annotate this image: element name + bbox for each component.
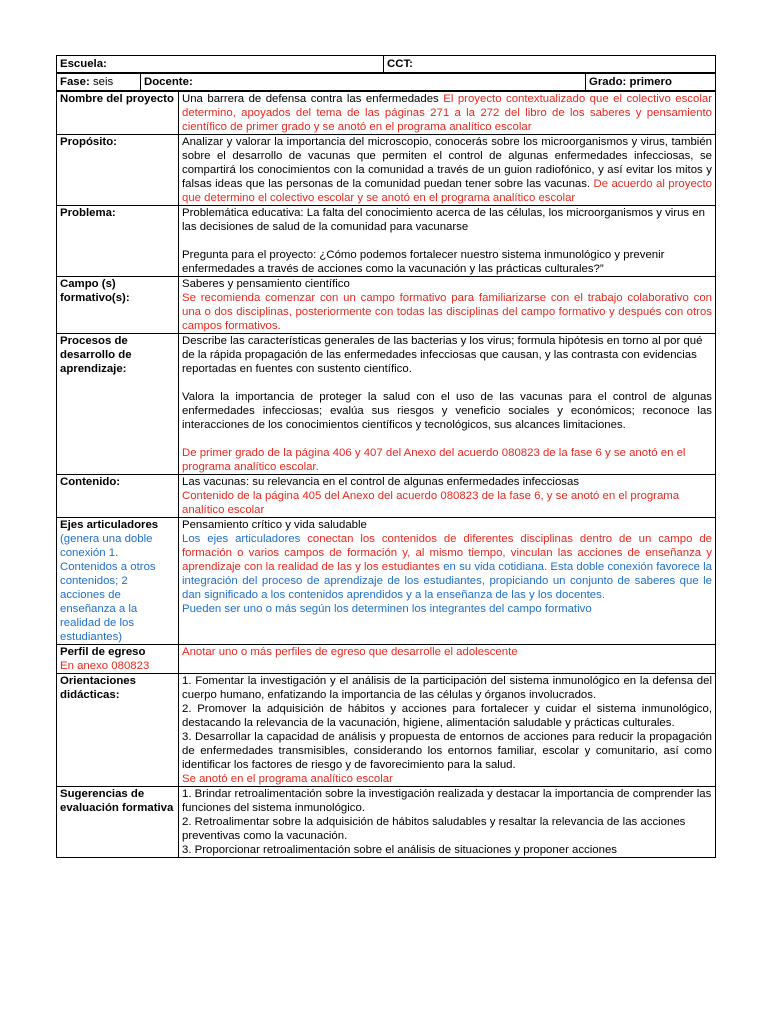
nombre-note: El proyecto contextualizado que el colectivo escolar determino, apoyados del tema de las páginas 271 a la 272 del libro de los saberes y pensamiento científico de primer grado y se anotó en el programa analítico escolar bbox=[182, 93, 712, 133]
contenido-text: Las vacunas: su relevancia en el control de algunas enfermedades infecciosas bbox=[182, 476, 580, 488]
contenido-cell bbox=[179, 475, 716, 518]
nombre-cell bbox=[179, 92, 716, 135]
row-sugerencias bbox=[57, 787, 716, 858]
procesos-note: De primer grado de la página 406 y 407 del Anexo del acuerdo 080823 de la fase 6 y se anotó en el programa analítico escolar. bbox=[182, 447, 686, 473]
orientaciones-item-1: 1. Fomentar la investigación y el análisis de la participación del sistema inmunológico en la defensa del cuerpo humano, enfatizando la importancia de las células y órganos involucrados. bbox=[182, 675, 712, 701]
ejes-label: Ejes articuladores bbox=[60, 519, 159, 531]
sugerencias-cell bbox=[179, 787, 716, 858]
sugerencias-item-3: 3. Proporcionar retroalimentación sobre el análisis de situaciones y proponer acciones bbox=[182, 844, 617, 856]
sugerencias-item-1: 1. Brindar retroalimentación sobre la investigación realizada y destacar la importancia de comprender las funciones del sistema inmunológico. bbox=[182, 788, 712, 814]
row-proposito bbox=[57, 135, 716, 206]
cct-cell bbox=[384, 56, 716, 73]
escuela-label: Escuela: bbox=[60, 58, 107, 70]
fase-cell bbox=[57, 74, 141, 91]
ejes-d1: Los ejes articuladores bbox=[182, 533, 308, 545]
sugerencias-label: Sugerencias de evaluación formativa bbox=[57, 787, 179, 858]
orientaciones-item-2: 2. Promover la adquisición de hábitos y acciones para fortalecer y cuidar el sistema inmunológico, destacando la relevancia de la vacunación, higiene, alimentación saludable y prácticas culturales. bbox=[182, 703, 712, 729]
perfil-label-note: En anexo 080823 bbox=[60, 660, 150, 672]
orientaciones-item-3: 3. Desarrollar la capacidad de análisis y propuesta de entornos de acciones para reducir la propagación de enfermedades transmisibles, considerando los entornos familiar, escolar y comunitario, así como identificar los factores de riesgo y de favorecimiento para la salud. bbox=[182, 731, 712, 771]
ejes-text: Pensamiento crítico y vida saludable bbox=[182, 519, 367, 531]
docente-label: Docente: bbox=[144, 76, 193, 88]
procesos-p1: Describe las características generales de las bacterias y los virus; formula hipótesis en torno al por qué de la rápida propagación de las enfermedades infecciosas que causan, y las contrasta con evidencias reportadas en fuentes con sustento científico. bbox=[182, 335, 703, 375]
problema-cell bbox=[179, 206, 716, 277]
fase-value: seis bbox=[92, 76, 114, 88]
orientaciones-cell bbox=[179, 674, 716, 787]
grado-label: Grado: primero bbox=[589, 76, 672, 88]
procesos-cell bbox=[179, 334, 716, 475]
procesos-label: Procesos de desarrollo de aprendizaje: bbox=[57, 334, 179, 475]
ejes-cell bbox=[179, 518, 716, 645]
row-problema bbox=[57, 206, 716, 277]
row-perfil bbox=[57, 645, 716, 674]
proposito-label: Propósito: bbox=[57, 135, 179, 206]
sugerencias-item-2: 2. Retroalimentar sobre la adquisición de hábitos saludables y resaltar la relevancia de las acciones preventivas como la vacunación. bbox=[182, 816, 686, 842]
campo-label: Campo (s) formativo(s): bbox=[57, 277, 179, 334]
header-table bbox=[56, 55, 716, 73]
row-ejes bbox=[57, 518, 716, 645]
contenido-note: Contenido de la página 405 del Anexo del acuerdo 080823 de la fase 6, y se anotó en el programa analítico escolar bbox=[182, 490, 680, 516]
campo-note: Se recomienda comenzar con un campo formativo para familiarizarse con el trabajo colaborativo con una o dos disciplinas, posteriormente con todas las disciplinas del campo formativo y después con otros campos formativos. bbox=[182, 292, 712, 332]
header-table-2 bbox=[56, 73, 716, 91]
row-contenido bbox=[57, 475, 716, 518]
row-nombre bbox=[57, 92, 716, 135]
grado-cell bbox=[586, 74, 716, 91]
problema-text: Problemática educativa: La falta del conocimiento acerca de las células, los microorganismos y virus en las decisiones de salud de la comunidad para vacunarse bbox=[182, 207, 705, 233]
procesos-p2: Valora la importancia de proteger la salud con el uso de las vacunas para el control de algunas enfermedades infecciosas; evalúa sus riesgos y veneficio sociales y económicos; reconoce las interacciones de los conocimientos científicos y tecnológicos, sus alcances limitaciones. bbox=[182, 391, 712, 431]
perfil-label-cell bbox=[57, 645, 179, 674]
nombre-label: Nombre del proyecto bbox=[57, 92, 179, 135]
orientaciones-note: Se anotó en el programa analítico escolar bbox=[182, 773, 393, 785]
ejes-d2: conectan los contenidos de diferentes disciplinas dentro de un campo de formación o varios campos de formación y, al mismo tiempo, vinculan las acciones de enseñanza y aprendizaje con la realidad de las y los estudiantes bbox=[182, 533, 712, 573]
ejes-label-note: (genera una doble conexión 1. Contenidos a otros contenidos; 2 acciones de enseñanza a la realidad de los estudiantes) bbox=[60, 533, 156, 643]
ejes-description bbox=[182, 532, 712, 602]
nombre-text: Una barrera de defensa contra las enfermedades bbox=[182, 93, 444, 105]
ejes-label-cell bbox=[57, 518, 179, 645]
ejes-d3: en su vida cotidiana. Esta doble conexión favorece la integración del proceso de aprendizaje de los estudiantes, propiciando un conjunto de saberes que le dan significado a los contenidos aprendidos y a la enseñanza de las y los docentes. bbox=[182, 561, 712, 601]
proposito-cell bbox=[179, 135, 716, 206]
escuela-cell bbox=[57, 56, 384, 73]
row-procesos bbox=[57, 334, 716, 475]
orientaciones-label: Orientaciones didácticas: bbox=[57, 674, 179, 787]
row-orientaciones bbox=[57, 674, 716, 787]
problema-label: Problema: bbox=[57, 206, 179, 277]
ejes-d4: Pueden ser uno o más según los determinen los integrantes del campo formativo bbox=[182, 603, 592, 615]
fase-label: Fase: bbox=[60, 76, 90, 88]
campo-cell bbox=[179, 277, 716, 334]
docente-cell bbox=[141, 74, 586, 91]
contenido-label: Contenido: bbox=[57, 475, 179, 518]
proposito-text: Analizar y valorar la importancia del microscopio, conocerás sobre los microorganismos y virus, también sobre el desarrollo de vacunas que permiten el control de algunas enfermedades infecciosas, se compartirá los conocimientos con la comunidad a través de un guion radiofónico, y así evitar los mitos y falsas ideas que las personas de la comunidad puedan tener sobre las vacunas. bbox=[182, 136, 712, 190]
cct-label: CCT: bbox=[387, 58, 413, 70]
perfil-label: Perfil de egreso bbox=[60, 646, 146, 658]
project-table bbox=[56, 91, 716, 858]
perfil-note: Anotar uno o más perfiles de egreso que desarrolle el adolescente bbox=[179, 645, 716, 674]
problema-question: Pregunta para el proyecto: ¿Cómo podemos fortalecer nuestro sistema inmunológico y prevenir enfermedades a través de acciones como la vacunación y las prácticas culturales?” bbox=[182, 249, 665, 275]
campo-text: Saberes y pensamiento científico bbox=[182, 278, 350, 290]
row-campo bbox=[57, 277, 716, 334]
proposito-note: De acuerdo al proyecto que determino el colectivo escolar y se anotó en el programa analítico escolar bbox=[182, 178, 712, 204]
